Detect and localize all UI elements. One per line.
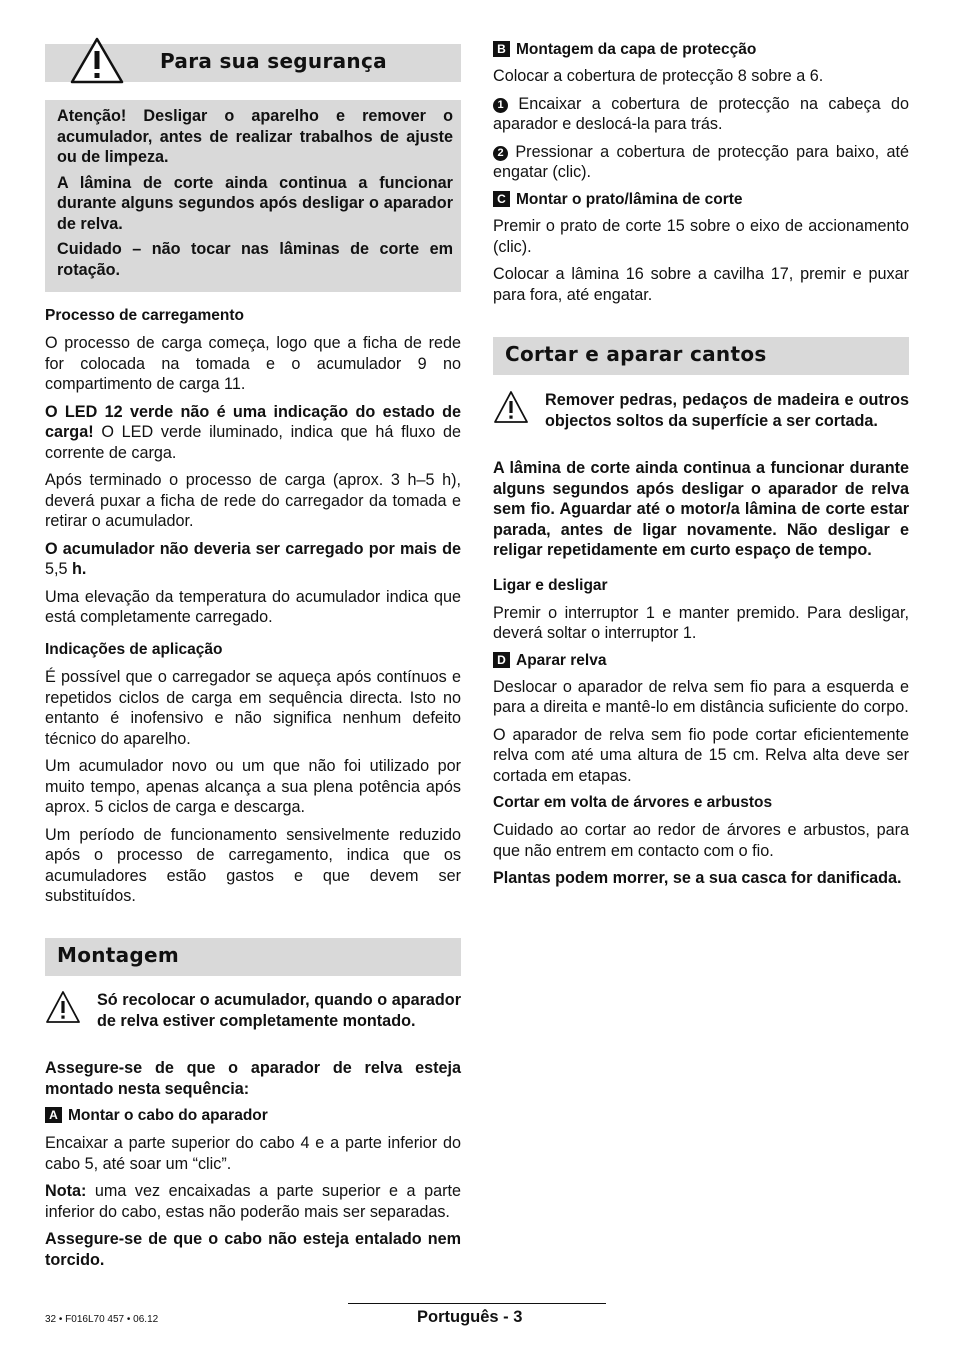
step-b-title: Montagem da capa de protecção	[516, 41, 757, 58]
charging-p2	[45, 402, 461, 464]
charging-p4	[45, 539, 461, 580]
cutting-warning-text: Remover pedras, pedaços de madeira e outros objectos soltos da superfície a ser cortada.	[545, 391, 909, 430]
step-a-note-label: Nota:	[45, 1182, 87, 1200]
charging-p1: O processo de carga começa, logo que a ficha de rede for colocada na tomada e o acumulador 9 no compartimento de carga 11.	[45, 334, 461, 393]
application-p2: Um acumulador novo ou um que não foi utilizado por muito tempo, apenas alcança a sua plena potência após aprox. 5 ciclos de carga e descarga.	[45, 757, 461, 816]
section-title-assembly: Montagem	[57, 943, 180, 967]
warning-triangle-icon	[45, 990, 81, 1024]
assembly-assure: Assegure-se de que o aparador de relva esteja montado nesta sequência:	[45, 1059, 461, 1098]
step-a-note	[45, 1181, 461, 1222]
trim-p2: O aparador de relva sem fio pode cortar eficientemente relva com até uma altura de 15 cm. Relva alta deve ser cortada em etapas.	[493, 725, 909, 785]
step-number-2-icon: 2	[493, 146, 508, 161]
step-c-heading	[493, 190, 909, 210]
capa-step2-text: Pressionar a cobertura de protecção para baixo, até engatar (clic).	[493, 142, 909, 181]
step-a-title: Montar o cabo do aparador	[68, 1107, 268, 1124]
cutting-bold-paragraph: A lâmina de corte ainda continua a funcionar durante alguns segundos após desligar o aparador de relva sem fio. Aguardar até o motor/a lâmina de corte estar parada, antes de ligar novamente. Não desligar e religar repetidamente em curto espaço de tempo.	[493, 459, 909, 559]
step-b-marker: B	[493, 41, 510, 57]
charging-p5: Uma elevação da temperatura do acumulador indica que está completamente carregado.	[45, 587, 461, 626]
application-heading: Indicações de aplicação	[45, 641, 223, 658]
cutting-warning	[493, 390, 909, 431]
application-p1: É possível que o carregador se aqueça após contínuos e repetidos ciclos de carga em sequência directa. Isto no entanto é inofensivo e não significa nenhum defeito técnico do aparelho.	[45, 668, 461, 748]
prato-p2: Colocar a lâmina 16 sobre a cavilha 17, premir e puxar para fora, até engatar.	[493, 265, 909, 304]
step-d-marker: D	[493, 652, 510, 668]
capa-p1: Colocar a cobertura de protecção 8 sobre a 6.	[493, 67, 824, 85]
step-a-note-text: uma vez encaixadas a parte superior e a parte inferior do cabo, estas não poderão mais ser separadas.	[45, 1182, 461, 1221]
trees-heading: Cortar em volta de árvores e arbustos	[493, 794, 773, 811]
plants-warning: Plantas podem morrer, se a sua casca for danificada.	[493, 869, 902, 887]
charging-p4-value: 5,5	[45, 560, 73, 578]
warning-triangle-icon	[70, 36, 124, 84]
step-a-final: Assegure-se de que o cabo não esteja entalado nem torcido.	[45, 1230, 461, 1269]
assembly-warning-text: Só recolocar o acumulador, quando o aparador de relva estiver completamente montado.	[97, 991, 461, 1030]
prato-p1: Premir o prato de corte 15 sobre o eixo de accionamento (clic).	[493, 217, 909, 256]
charging-p2-rest: O LED verde iluminado, indica que há fluxo de corrente de carga.	[45, 423, 461, 462]
step-a-heading	[45, 1106, 461, 1126]
step-d-heading	[493, 651, 909, 671]
footer-divider	[348, 1303, 606, 1304]
charging-p3: Após terminado o processo de carga (aprox. 3 h–5 h), deverá puxar a ficha de rede do carregador da tomada e retirar o acumulador.	[45, 471, 461, 530]
charging-p4-unit: h.	[72, 560, 87, 578]
step-c-marker: C	[493, 191, 510, 207]
safety-warning-3: Cuidado – não tocar nas lâminas de corte em rotação.	[57, 240, 453, 279]
application-section	[45, 640, 461, 907]
cutting-body	[493, 458, 909, 889]
assembly-body	[45, 1058, 461, 1270]
section-title-cutting: Cortar e aparar cantos	[505, 342, 767, 366]
capa-section	[493, 40, 909, 190]
charging-section	[45, 306, 461, 628]
capa-step2	[493, 142, 909, 183]
prato-section	[493, 190, 909, 305]
step-d-title: Aparar relva	[516, 651, 607, 669]
step-c-title: Montar o prato/lâmina de corte	[516, 191, 743, 208]
footer-page-label: Português - 3	[417, 1308, 523, 1326]
step-a-p1: Encaixar a parte superior do cabo 4 e a parte inferior do cabo 5, até soar um “clic”.	[45, 1134, 461, 1173]
application-p3: Um período de funcionamento sensivelmente reduzido após o processo de carregamento, indica que os acumuladores estão gastos e que devem ser substituídos.	[45, 825, 461, 905]
safety-warning-1: Atenção! Desligar o aparelho e remover o acumulador, antes de realizar trabalhos de ajuste ou de limpeza.	[57, 107, 453, 166]
charging-heading: Processo de carregamento	[45, 307, 245, 324]
assembly-warning	[45, 990, 461, 1031]
section-title-safety: Para sua segurança	[160, 49, 387, 73]
safety-warning-box	[45, 100, 461, 292]
step-number-1-icon: 1	[493, 98, 508, 113]
step-b-heading	[493, 40, 909, 60]
footer-code: 32 • F016L70 457 • 06.12	[45, 1314, 159, 1325]
capa-step1	[493, 94, 909, 135]
section-header-safety	[45, 44, 461, 82]
safety-warning-2: A lâmina de corte ainda continua a funcionar durante alguns segundos após desligar o aparador de relva.	[57, 173, 453, 233]
section-header-cutting	[493, 337, 909, 375]
section-header-assembly	[45, 938, 461, 976]
switch-p: Premir o interruptor 1 e manter premido. Para desligar, deverá soltar o interruptor 1.	[493, 603, 909, 642]
charging-p4-bold: O acumulador não deveria ser carregado por mais de	[45, 539, 461, 558]
charging-p2-bold: O LED 12 verde não é uma indicação do estado de carga!	[45, 402, 461, 441]
warning-triangle-icon	[493, 390, 529, 424]
trim-p1: Deslocar o aparador de relva sem fio para a esquerda e para a direita e mantê-lo em distância suficiente do corpo.	[493, 677, 909, 716]
trees-p: Cuidado ao cortar ao redor de árvores e arbustos, para que não entrem em contacto com o fio.	[493, 821, 909, 860]
step-a-marker: A	[45, 1107, 62, 1123]
capa-step1-text: Encaixar a cobertura de protecção na cabeça do aparador e deslocá-la para trás.	[493, 94, 909, 133]
switch-heading: Ligar e desligar	[493, 576, 608, 594]
